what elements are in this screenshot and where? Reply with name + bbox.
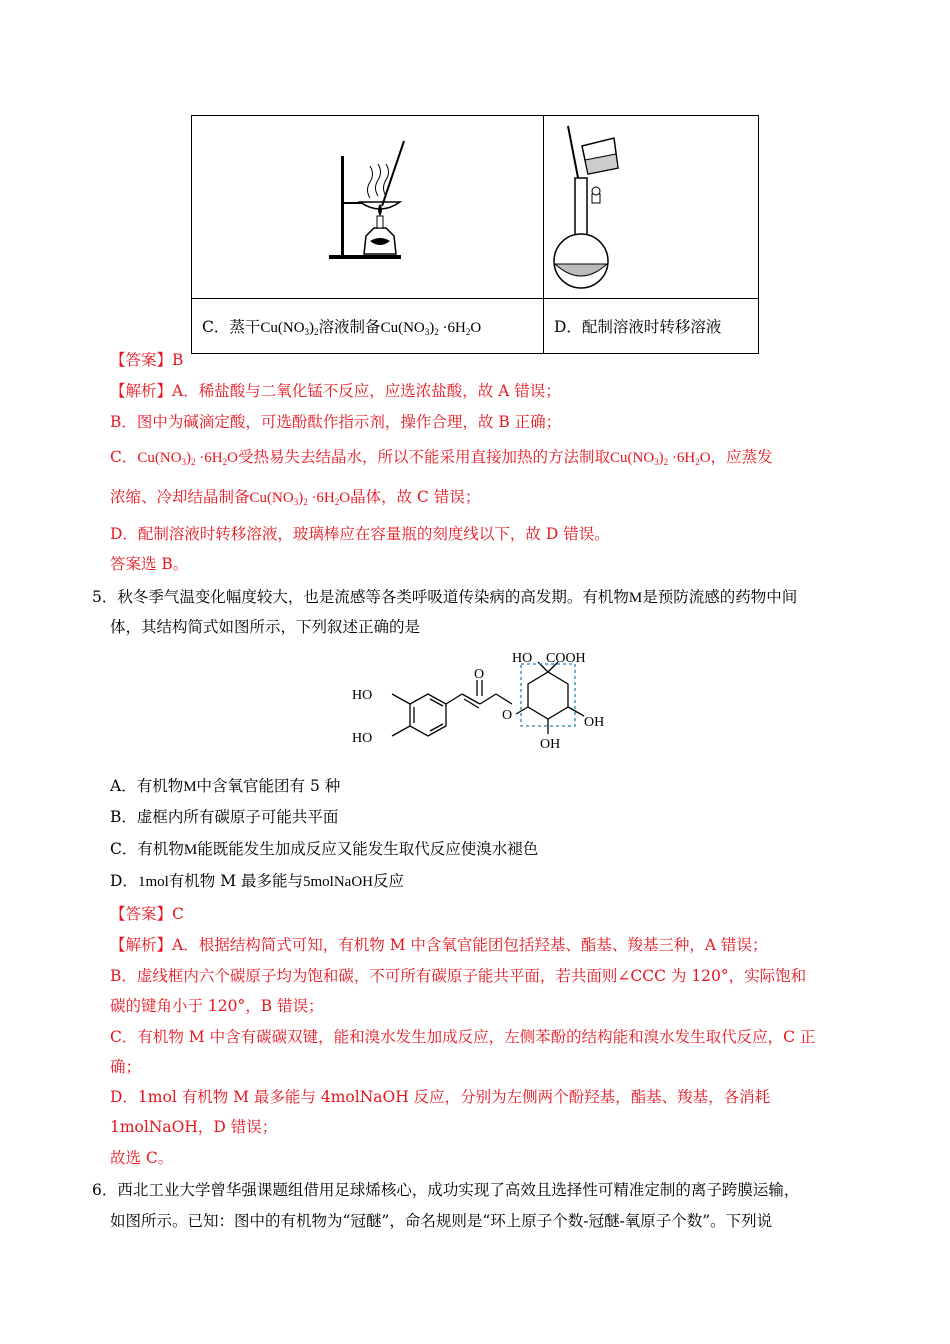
- q5-stem-line2: 体，其结构简式如图所示，下列叙述正确的是: [110, 618, 421, 636]
- q5-analysis-b-line1: B．虚线框内六个碳原子均为饱和碳，不可所有碳原子能共平面，若共面则∠CCC 为 120°，实际饱和: [110, 967, 807, 985]
- evaporation-apparatus-cell: [192, 116, 544, 299]
- q5-analysis-c-line2: 确；: [110, 1058, 142, 1076]
- volumetric-flask-cell: [544, 116, 759, 299]
- option-d-cell: D．配制溶液时转移溶液: [544, 299, 759, 354]
- oh-bottom-label: OH: [540, 737, 561, 752]
- q5-analysis-a: 【解析】A．根据结构简式可知，有机物 M 中含氧官能团包括羟基、酯基、羧基三种，A 错误；: [110, 936, 768, 954]
- q5-analysis-c-line1: C．有机物 M 中含有碳碳双键，能和溴水发生加成反应，左侧苯酚的结构能和溴水发生取代反应，C 正: [110, 1028, 816, 1046]
- q5-analysis-d-line1: D．1mol 有机物 M 最多能与 4molNaOH 反应，分别为左侧两个酚羟基，酯基、羧基，各消耗: [110, 1088, 771, 1106]
- molecule-m-structure: [340, 644, 630, 759]
- ho-1-label: HO: [352, 688, 373, 703]
- cooh-label: COOH: [546, 651, 586, 666]
- q4-conclusion: 答案选 B。: [110, 555, 189, 573]
- option-c-prefix: C．蒸干: [202, 318, 261, 336]
- carbonyl-o-label: O: [474, 667, 485, 682]
- ester-o-label: O: [502, 708, 513, 723]
- option-c-cell: [192, 299, 544, 354]
- q5-option-b: B．虚框内所有碳原子可能共平面: [110, 808, 339, 826]
- q5-option-a: A．有机物M中含氧官能团有 5 种: [110, 777, 341, 795]
- q5-analysis-b-line2: 碳的键角小于 120°，B 错误；: [110, 997, 324, 1015]
- evaporation-apparatus-image: [192, 116, 543, 294]
- ho-2-label: HO: [352, 731, 373, 746]
- cu-nitrate-hydrate-formula: $Cu(NO_3)_2 \cdot 6H_2O$: [137, 450, 238, 467]
- q5-option-c: C．有机物M能既能发生加成反应又能发生取代反应使溴水褪色: [110, 840, 539, 858]
- apparatus-table: [191, 115, 759, 354]
- q5-conclusion: 故选 C。: [110, 1149, 174, 1167]
- q6-stem-line1: 6．西北工业大学曾华强课题组借用足球烯核心，成功实现了高效且选择性可精准定制的离子跨膜运输，: [92, 1181, 800, 1199]
- oh-right-label: OH: [584, 715, 605, 730]
- q4-analysis-c-line1: C．$Cu(NO_3)_2 \cdot 6H_2O$受热易失去结晶水，所以不能采用直接加热的方法制取$Cu(NO_3)_2 \cdot 6H_2O$，应蒸发: [110, 448, 773, 467]
- cu-nitrate-formula-1: $Cu(NO_3)_2$: [260, 320, 319, 337]
- q4-analysis-d: D．配制溶液时转移溶液，玻璃棒应在容量瓶的刻度线以下，故 D 错误。: [110, 525, 610, 543]
- dashed-box: [521, 664, 575, 726]
- q5-analysis-d-line2: 1molNaOH，D 错误；: [110, 1118, 278, 1136]
- q5-answer: 【答案】C: [110, 905, 184, 923]
- q6-stem-line2: 如图所示。已知：图中的有机物为“冠醚”，命名规则是“环上原子个数-冠醚-氧原子个数”。下列说: [110, 1212, 773, 1230]
- q4-analysis-c-line2: 浓缩、冷却结晶制备$Cu(NO_3)_2 \cdot 6H_2O$晶体，故 C 错误；: [110, 488, 481, 507]
- q4-analysis-a: 【解析】A．稀盐酸与二氧化锰不反应，应选浓盐酸，故 A 错误；: [110, 382, 561, 400]
- q5-stem-line1: 5．秋冬季气温变化幅度较大，也是流感等各类呼吸道传染病的高发期。有机物M是预防流感的药物中间: [92, 588, 798, 606]
- option-c-middle: 溶液制备: [318, 318, 381, 336]
- volumetric-flask-image: [544, 116, 758, 294]
- q4-analysis-b: B．图中为碱滴定酸，可选酚酞作指示剂，操作合理，故 B 正确；: [110, 413, 562, 431]
- q4-answer: 【答案】B: [110, 351, 184, 369]
- cu-nitrate-hydrate-formula: $Cu(NO_3)_2 \cdot 6H_2O$: [249, 490, 351, 507]
- ho-top-label: HO: [512, 651, 533, 666]
- cu-nitrate-hydrate-formula: $Cu(NO_3)_2 \cdot 6H_2O$: [609, 450, 711, 467]
- q5-option-d: D．1mol有机物 M 最多能与5molNaOH反应: [110, 872, 405, 890]
- cu-nitrate-hydrate-formula: $Cu(NO_3)_2 \cdot 6H_2O$: [380, 320, 482, 337]
